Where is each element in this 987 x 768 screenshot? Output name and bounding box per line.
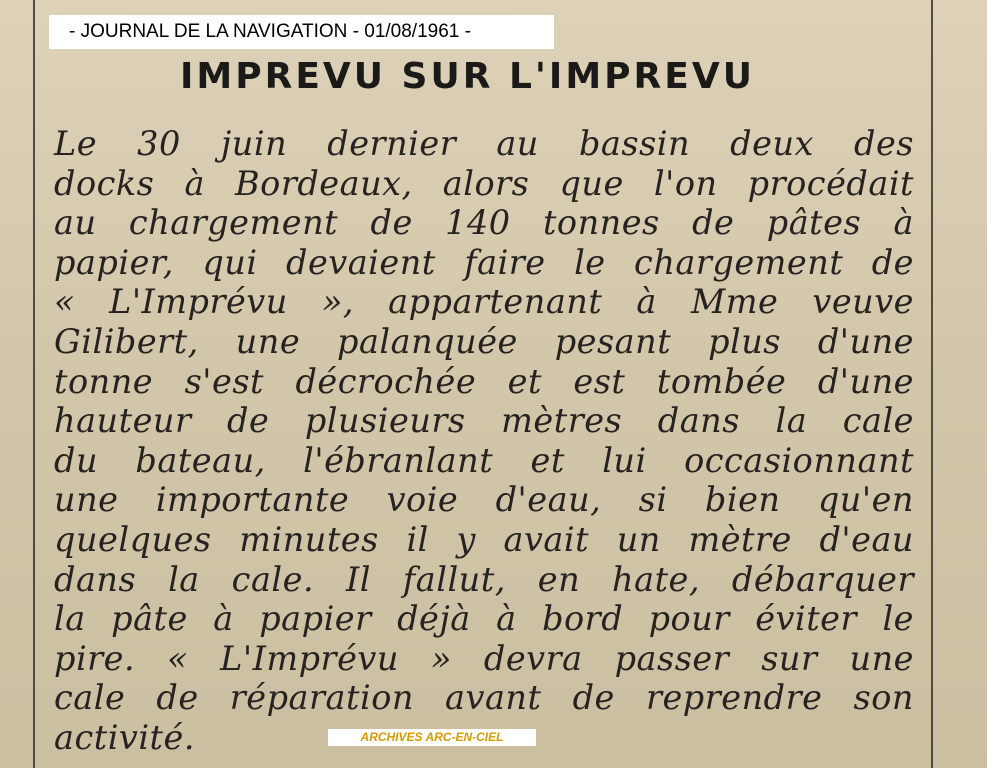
column-rule-left bbox=[33, 0, 35, 768]
article-line: quelques minutes il y avait un mètre d'eau bbox=[54, 519, 914, 559]
archives-watermark-label: ARCHIVES ARC-EN-CIEL bbox=[328, 729, 536, 746]
source-date-label: - JOURNAL DE LA NAVIGATION - 01/08/1961 - bbox=[49, 15, 554, 49]
article-headline: IMPREVU SUR L'IMPREVU bbox=[180, 56, 755, 97]
article-line: pire. « L'Imprévu » devra passer sur une bbox=[54, 638, 914, 678]
article-line: docks à Bordeaux, alors que l'on procédait bbox=[54, 163, 914, 203]
column-rule-right bbox=[931, 0, 933, 768]
article-line: « L'Imprévu », appartenant à Mme veuve bbox=[54, 282, 914, 322]
article-line: au chargement de 140 tonnes de pâtes à bbox=[54, 203, 914, 243]
article-line: dans la cale. Il fallut, en hate, débarquer bbox=[54, 559, 914, 599]
article-line: cale de réparation avant de reprendre son bbox=[54, 678, 914, 718]
article-line: Le 30 juin dernier au bassin deux des bbox=[54, 124, 914, 163]
article-line: papier, qui devaient faire le chargement de bbox=[54, 242, 914, 282]
article-line: la pâte à papier déjà à bord pour éviter le bbox=[54, 599, 914, 639]
article-line: tonne s'est décrochée et est tombée d'une bbox=[54, 361, 914, 401]
article-line: une importante voie d'eau, si bien qu'en bbox=[54, 480, 914, 520]
article-line: hauteur de plusieurs mètres dans la cale bbox=[54, 401, 914, 441]
article-line: du bateau, l'ébranlant et lui occasionnant bbox=[54, 440, 914, 480]
article-body bbox=[54, 124, 914, 758]
article-line: Gilibert, une palanquée pesant plus d'une bbox=[54, 321, 914, 361]
article-line: activité. bbox=[54, 717, 195, 757]
